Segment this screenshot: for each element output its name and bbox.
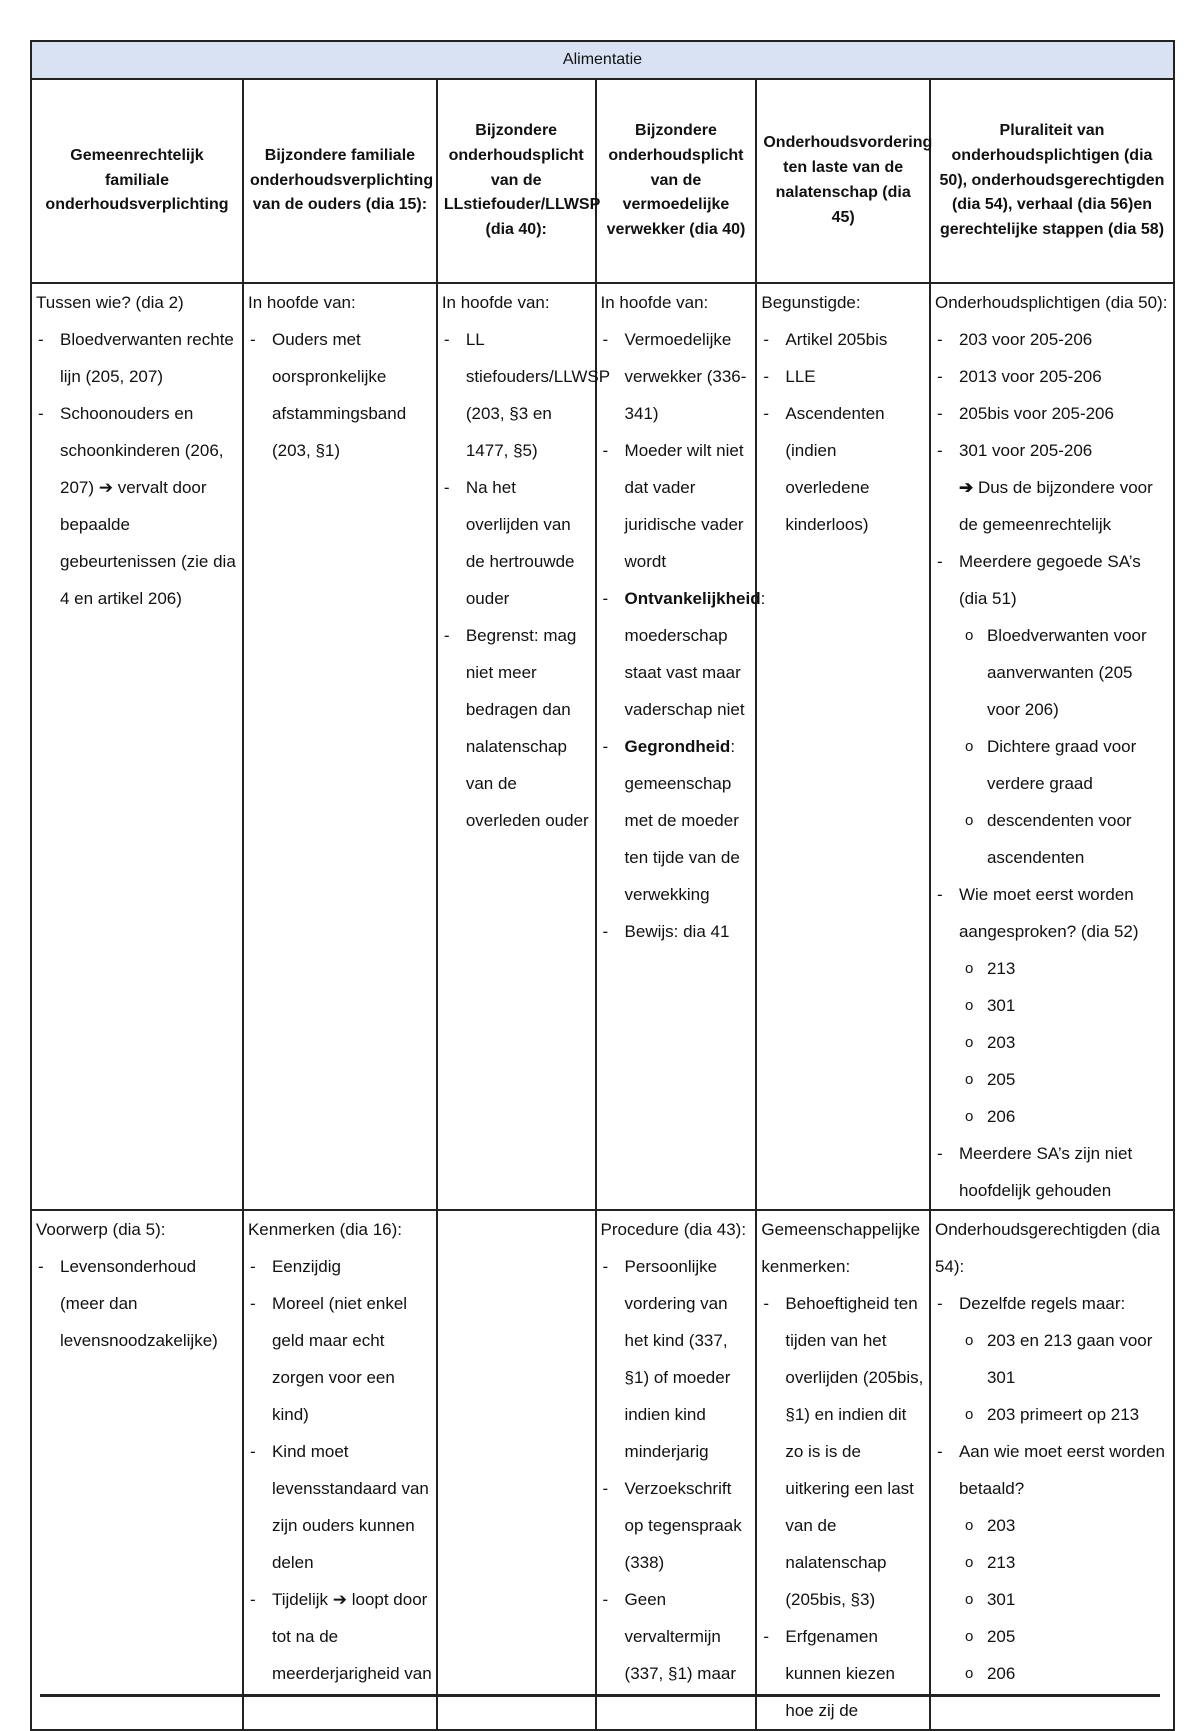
bottom-divider bbox=[40, 1694, 1160, 1697]
column-header: Pluraliteit van onderhoudsplichtigen (dia 50), onderhoudsgerechtigden (dia 54), verhaal (dia 56)en gerechtelijke stappen (dia 58) bbox=[930, 79, 1174, 283]
list-item bbox=[601, 580, 766, 728]
arrow-note-text: Dus de bijzondere voor de gemeenrechtelijk bbox=[958, 478, 1153, 534]
table-cell bbox=[31, 283, 243, 1210]
bold-term: Gegrondheid bbox=[624, 737, 731, 756]
table-cell bbox=[756, 1210, 930, 1730]
list-item: - Schoonouders en schoonkinderen (206, 207) ➔ vervalt door bepaalde gebeurtenissen (zie dia 4 en artikel 206) bbox=[36, 395, 238, 617]
cell-lead: Begunstigde: bbox=[761, 293, 861, 312]
list-item: - Moeder wilt niet dat vader juridische vader wordt bbox=[601, 432, 752, 580]
list-item: - Na het overlijden van de hertrouwde ouder bbox=[442, 469, 591, 617]
sub-list-item: o 301 bbox=[959, 1581, 1169, 1618]
list-item-text: Meerdere gegoede SA’s (dia 51) bbox=[958, 552, 1141, 608]
sub-list-item: o 203 bbox=[959, 1507, 1169, 1544]
list-item: - Geen vervaltermijn (337, §1) maar bbox=[601, 1581, 752, 1692]
list-item: - 301 voor 205-206 bbox=[935, 432, 1169, 469]
cell-lead: Onderhoudsgerechtigden (dia 54): bbox=[934, 1220, 1160, 1276]
cell-lead: Procedure (dia 43): bbox=[600, 1220, 747, 1239]
table-cell bbox=[243, 283, 437, 1210]
list-item-text: Wie moet eerst worden aangesproken? (dia 52) bbox=[958, 885, 1139, 941]
sub-list-item: o 301 bbox=[959, 987, 1169, 1024]
list-item bbox=[935, 543, 1169, 876]
cell-lead: In hoofde van: bbox=[600, 293, 709, 312]
cell-lead: In hoofde van: bbox=[441, 293, 550, 312]
list-item: - 2013 voor 205-206 bbox=[935, 358, 1169, 395]
column-header: Gemeenrechtelijk familiale onderhoudsverplichting bbox=[31, 79, 243, 283]
list-item-text: Aan wie moet eerst worden betaald? bbox=[958, 1442, 1165, 1498]
term-text: : moederschap staat vast maar vaderschap niet bbox=[624, 589, 766, 719]
table-cell bbox=[31, 1210, 243, 1730]
table-cell bbox=[930, 1210, 1174, 1730]
sub-list-item: o 206 bbox=[959, 1655, 1169, 1692]
term-text: : gemeenschap met de moeder ten tijde van de verwekking bbox=[624, 737, 740, 904]
list-item: - Tijdelijk ➔ loopt door tot na de meerderjarigheid van bbox=[248, 1581, 432, 1692]
table-cell bbox=[243, 1210, 437, 1730]
list-item-text: Dezelfde regels maar: bbox=[958, 1294, 1126, 1313]
list-item: - Levensonderhoud (meer dan levensnoodzakelijke) bbox=[36, 1248, 238, 1359]
list-item: - Ascendenten (indien overledene kinderloos) bbox=[761, 395, 925, 543]
list-item: - Eenzijdig bbox=[248, 1248, 432, 1285]
cell-lead: Kenmerken (dia 16): bbox=[247, 1220, 402, 1239]
list-item: - Begrenst: mag niet meer bedragen dan nalatenschap van de overleden ouder bbox=[442, 617, 591, 839]
sub-list-item: o 213 bbox=[959, 950, 1169, 987]
table-cell bbox=[930, 283, 1174, 1210]
list-item: - LLE bbox=[761, 358, 925, 395]
sub-list-item: o Dichtere graad voor verdere graad bbox=[959, 728, 1169, 802]
column-header: Bijzondere onderhoudsplicht van de LLstiefouder/LLWSP (dia 40): bbox=[437, 79, 596, 283]
list-item: - 203 voor 205-206 bbox=[935, 321, 1169, 358]
list-item: - Bewijs: dia 41 bbox=[601, 913, 752, 950]
sub-list-item: o descendenten voor ascendenten bbox=[959, 802, 1169, 876]
table-cell bbox=[596, 283, 766, 1210]
cell-lead: In hoofde van: bbox=[247, 293, 356, 312]
bold-term: Ontvankelijkheid bbox=[624, 589, 761, 608]
list-item: - Kind moet levensstandaard van zijn ouders kunnen delen bbox=[248, 1433, 432, 1581]
list-item: - Behoeftigheid ten tijden van het overlijden (205bis, §1) en indien dit zo is is de uitkering een last van de nalatenschap (205bis, §3) bbox=[761, 1285, 925, 1618]
list-item bbox=[935, 1285, 1169, 1433]
column-header: Onderhoudsvordering ten laste van de nalatenschap (dia 45) bbox=[756, 79, 930, 283]
table-cell bbox=[756, 283, 930, 1210]
sub-list-item: o 205 bbox=[959, 1618, 1169, 1655]
list-item: - Meerdere SA’s zijn niet hoofdelijk gehouden bbox=[935, 1135, 1169, 1209]
sub-list-item: o Bloedverwanten voor aanverwanten (205 voor 206) bbox=[959, 617, 1169, 728]
cell-lead: Voorwerp (dia 5): bbox=[36, 1220, 166, 1239]
list-item: - Verzoekschrift op tegenspraak (338) bbox=[601, 1470, 752, 1581]
sub-list-item: o 205 bbox=[959, 1061, 1169, 1098]
cell-lead: Gemeenschappelijke kenmerken: bbox=[761, 1220, 921, 1276]
table-cell bbox=[596, 1210, 757, 1730]
cell-lead: Onderhoudsplichtigen (dia 50): bbox=[934, 293, 1168, 312]
column-header: Bijzondere familiale onderhoudsverplichting van de ouders (dia 15): bbox=[243, 79, 437, 283]
table-cell bbox=[437, 283, 610, 1210]
sub-list-item: o 213 bbox=[959, 1544, 1169, 1581]
sub-list-item: o 206 bbox=[959, 1098, 1169, 1135]
column-header: Bijzondere onderhoudsplicht van de vermoedelijke verwekker (dia 40) bbox=[596, 79, 757, 283]
sub-list-item: o 203 primeert op 213 bbox=[959, 1396, 1169, 1433]
list-item bbox=[935, 876, 1169, 1135]
cell-lead: Tussen wie? (dia 2) bbox=[36, 293, 184, 312]
alimentatie-table bbox=[30, 40, 1175, 1731]
arrow-icon: ➔ bbox=[958, 478, 974, 497]
list-item bbox=[935, 1433, 1169, 1692]
list-item: - Bloedverwanten rechte lijn (205, 207) bbox=[36, 321, 238, 395]
summary-table-container bbox=[30, 40, 1175, 1731]
list-item: - Ouders met oorspronkelijke afstammingsband (203, §1) bbox=[248, 321, 432, 469]
list-item: - Erfgenamen kunnen kiezen hoe zij de bbox=[761, 1618, 925, 1729]
list-item: - Vermoedelijke verwekker (336-341) bbox=[601, 321, 752, 432]
sub-list-item: o 203 en 213 gaan voor 301 bbox=[959, 1322, 1169, 1396]
table-title: Alimentatie bbox=[31, 41, 1174, 79]
list-item bbox=[601, 728, 752, 913]
list-item: - LL stiefouders/LLWSP (203, §3 en 1477, §5) bbox=[442, 321, 591, 469]
list-item: - 205bis voor 205-206 bbox=[935, 395, 1169, 432]
table-cell-empty bbox=[437, 1210, 596, 1730]
sub-list-item: o 203 bbox=[959, 1024, 1169, 1061]
arrow-note bbox=[935, 469, 1169, 543]
list-item: - Artikel 205bis bbox=[761, 321, 925, 358]
list-item: - Persoonlijke vordering van het kind (337, §1) of moeder indien kind minderjarig bbox=[601, 1248, 752, 1470]
list-item: - Moreel (niet enkel geld maar echt zorgen voor een kind) bbox=[248, 1285, 432, 1433]
